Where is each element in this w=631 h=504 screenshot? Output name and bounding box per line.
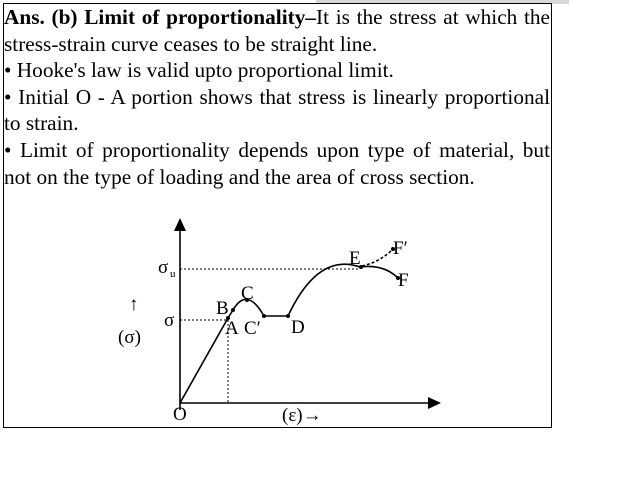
label-c: C: [241, 283, 254, 304]
sigma-u-subscript: u: [170, 268, 176, 280]
x-axis-label: (ε)→: [282, 405, 322, 426]
stress-strain-curve: [180, 249, 398, 403]
curve-segment-de: [288, 264, 360, 316]
point-d: [286, 314, 290, 318]
y-axis-arrow: ↑: [129, 294, 139, 315]
label-a: A: [225, 318, 239, 339]
answer-dash: –: [305, 5, 317, 29]
bullet-text: Limit of proportionality depends upon type of material, but not on the type of loading and the area of cross section.: [4, 137, 550, 189]
curve-segment-ef: [360, 266, 398, 278]
sigma-label: σ: [164, 310, 175, 331]
origin-label: O: [173, 404, 187, 425]
dotted-guides: [180, 269, 360, 403]
answer-label: Ans. (b) Limit of proportionality: [4, 5, 306, 29]
answer-definition: It is the stress at which the stress-strain curve ceases to be straight line.: [4, 5, 551, 56]
x-axis-arrowhead: [428, 397, 441, 409]
bullet-text: Initial O - A portion shows that stress is linearly proportional to strain.: [4, 84, 550, 136]
bullet-marker: •: [4, 137, 12, 162]
label-d: D: [291, 317, 305, 338]
label-f-prime: F′: [393, 238, 408, 259]
y-axis-arrowhead: [174, 218, 186, 231]
point-b: [231, 308, 235, 312]
bullet-text: Hooke's law is valid upto proportional limit.: [11, 58, 394, 83]
curve-segment-oa: [180, 318, 228, 403]
sigma-u-label: σ: [158, 257, 169, 278]
label-b: B: [216, 298, 229, 319]
label-e: E: [349, 248, 361, 269]
bullet-marker: •: [4, 84, 12, 109]
point-c-prime: [262, 314, 266, 318]
y-axis-label: (σ): [118, 327, 141, 348]
bullet-marker: •: [4, 58, 12, 83]
curve-segment-ef-prime: [362, 249, 393, 266]
label-c-prime: C′: [244, 318, 261, 339]
label-f: F: [398, 270, 409, 291]
